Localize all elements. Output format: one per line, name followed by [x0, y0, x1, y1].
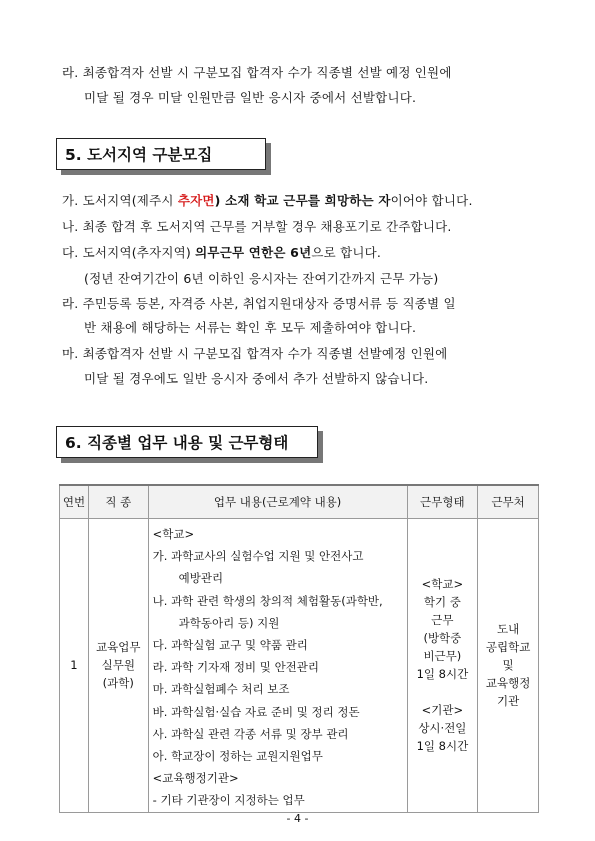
duty-line: 과학동아리 등) 지원 — [178, 615, 280, 630]
duty-line: 라. 과학 기자재 정비 및 안전관리 — [152, 660, 320, 675]
table-row — [60, 519, 539, 813]
job-line: 교육업무 — [96, 640, 141, 655]
cell-no: 1 — [60, 519, 89, 813]
section-5-heading: 5. 도서지역 구분모집 — [56, 138, 266, 170]
clause-5-da-suffix: 으로 합니다. — [311, 245, 382, 260]
form-line: 학기 중 — [423, 595, 461, 610]
clause-5-na: 나. 최종 합격 후 도서지역 근무를 거부할 경우 채용포기로 간주합니다. — [62, 219, 452, 234]
job-line: 실무원 — [101, 658, 135, 673]
clause-5-ra-line2: 반 채용에 해당하는 서류는 확인 후 모두 제출하여야 합니다. — [84, 320, 417, 335]
job-line: (과학) — [102, 676, 134, 691]
clause-5-ga-prefix: 가. 도서지역(제주시 — [62, 193, 178, 208]
clause-5-ra-line1: 라. 주민등록 등본, 자격증 사본, 취업지원대상자 증명서류 등 직종별 일 — [62, 296, 456, 311]
duty-line: 아. 학교장이 정하는 교원지원업무 — [152, 749, 323, 764]
header-work-form: 근무형태 — [407, 485, 478, 519]
duty-line: <학교> — [152, 527, 195, 541]
form-line: 1일 8시간 — [416, 739, 469, 754]
clause-5-da-note: (정년 잔여기간이 6년 이하인 응시자는 잔여기간까지 근무 가능) — [84, 271, 439, 286]
place-line: 및 — [502, 658, 514, 673]
cell-workplace — [478, 519, 539, 813]
form-line: 상시·전일 — [418, 721, 467, 736]
form-line: 근무 — [431, 613, 454, 628]
header-workplace: 근무처 — [478, 485, 539, 519]
duty-line: 사. 과학실 관련 각종 서류 및 장부 관리 — [152, 726, 349, 741]
form-line: 비근무) — [423, 649, 462, 664]
clause-5-da-bold: 의무근무 연한은 6년 — [195, 245, 312, 260]
form-line: <학교> — [421, 577, 464, 592]
table-header-row — [60, 485, 539, 519]
clause-5-ga — [62, 191, 473, 209]
duty-line: 바. 과학실험·실습 자료 준비 및 정리 정돈 — [152, 704, 360, 719]
clause-5-ga-bold: ) 소재 학교 근무를 희망하는 자 — [214, 193, 391, 208]
header-no: 연번 — [60, 485, 89, 519]
duty-line: 예방관리 — [178, 571, 224, 586]
duty-line: 다. 과학실험 교구 및 약품 관리 — [152, 638, 308, 653]
cell-job — [88, 519, 148, 813]
place-line: 도내 — [497, 622, 520, 637]
page-number: - 4 - — [286, 812, 309, 825]
duty-line: 가. 과학교사의 실험수업 지원 및 안전사고 — [152, 549, 364, 564]
header-duties: 업무 내용(근로계약 내용) — [148, 485, 407, 519]
duty-line: 나. 과학 관련 학생의 창의적 체험활동(과학반, — [152, 593, 383, 608]
clause-5-ma-line2: 미달 될 경우에도 일반 응시자 중에서 추가 선발하지 않습니다. — [84, 371, 429, 386]
form-line: <기관> — [421, 703, 464, 718]
cell-duties — [148, 519, 407, 813]
cell-work-form — [407, 519, 478, 813]
place-line: 기관 — [497, 694, 520, 709]
job-duties-table — [59, 484, 539, 813]
clause-5-ga-suffix: 이어야 합니다. — [390, 193, 473, 208]
clause-5-da-prefix: 다. 도서지역(추자지역) — [62, 245, 196, 260]
duty-line: 마. 과학실험폐수 처리 보조 — [152, 682, 290, 697]
clause-5-da — [62, 243, 381, 261]
clause-ra-line2: 미달 될 경우 미달 인원만큼 일반 응시자 중에서 선발합니다. — [84, 90, 417, 105]
place-line: 공립학교 — [485, 640, 531, 655]
form-line: 1일 8시간 — [416, 667, 469, 682]
clause-5-ma-line1: 마. 최종합격자 선발 시 구분모집 합격자 수가 직종별 선발예정 인원에 — [62, 346, 448, 361]
clause-5-ga-highlight: 추자면 — [177, 193, 215, 208]
clause-ra-line1: 라. 최종합격자 선발 시 구분모집 합격자 수가 직종별 선발 예정 인원에 — [62, 65, 452, 80]
place-line: 교육행정 — [485, 676, 531, 691]
form-line: (방학중 — [423, 631, 462, 646]
duty-line: <교육행정기관> — [152, 771, 239, 786]
form-spacer — [409, 683, 477, 701]
header-job: 직 종 — [88, 485, 148, 519]
section-6-heading: 6. 직종별 업무 내용 및 근무형태 — [56, 426, 318, 458]
duty-line: - 기타 기관장이 지정하는 업무 — [152, 793, 305, 808]
